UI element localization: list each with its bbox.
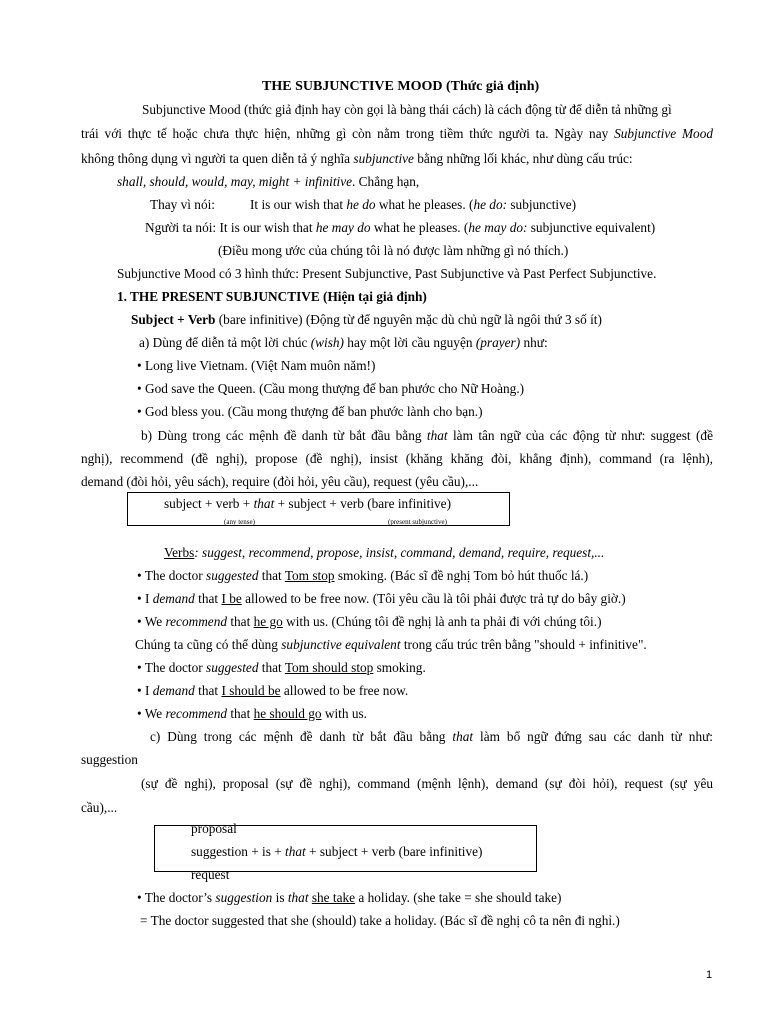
point-a: a) Dùng để diễn tả một lời chúc (wish) hay một lời cầu nguyện (prayer) như: — [139, 335, 548, 350]
equivalent-line: Chúng ta cũng có thể dùng subjunctive equivalent trong cấu trúc trên bằng "should + infinitive". — [135, 637, 647, 652]
point-c-line-2: suggestion — [81, 752, 138, 767]
example-translation: (Điều mong ước của chúng tôi là nó được làm những gì nó thích.) — [218, 243, 569, 258]
formula-noun-proposal: proposal — [191, 821, 237, 836]
point-c-line-1: c) Dùng trong các mệnh đề danh từ bắt đầu bằng that làm bổ ngữ đứng sau các danh từ như: — [150, 729, 713, 744]
list-item: • We recommend that he go with us. (Chúng tôi đề nghị là anh ta phải đi với chúng tôi.) — [137, 614, 602, 629]
page-number: 1 — [706, 969, 713, 981]
list-item: • I demand that I should be allowed to be free now. — [137, 683, 409, 698]
point-b-line-1: b) Dùng trong các mệnh đề danh từ bắt đầu bằng that làm tân ngữ của các động từ như: suggest (đề — [141, 428, 713, 443]
list-item: • The doctor suggested that Tom stop smoking. (Bác sĩ đề nghị Tom bỏ hút thuốc lá.) — [137, 568, 589, 583]
example-instead-label: Thay vì nói: — [150, 197, 215, 212]
formula-box-text: subject + verb + that + subject + verb (bare infinitive) — [164, 496, 451, 511]
point-b-line-3: demand (đòi hỏi, yêu sách), require (đòi hỏi, yêu cầu), request (yêu cầu),... — [81, 474, 479, 489]
formula-noun-request: request — [191, 867, 230, 882]
list-item: • God bless you. (Cầu mong thượng đế ban phước lành cho bạn.) — [137, 404, 483, 419]
section-heading: 1. THE PRESENT SUBJUNCTIVE (Hiện tại giả định) — [117, 289, 427, 304]
example-instead-text: It is our wish that he do what he pleases. (he do: subjunctive) — [250, 197, 577, 212]
intro-line-4: shall, should, would, may, might + infinitive. Chẳng hạn, — [117, 174, 420, 189]
list-item: • Long live Vietnam. (Việt Nam muôn năm!) — [137, 358, 376, 373]
intro-line-1: Subjunctive Mood (thức giả định hay còn gọi là bàng thái cách) là cách động từ để diễn tả những gì — [142, 102, 672, 117]
equivalent-sentence: = The doctor suggested that she (should) take a holiday. (Bác sĩ đề nghị cô ta nên đi nghỉ.) — [140, 913, 620, 928]
intro-line-3: không thông dụng vì người ta quen diễn tả ý nghĩa subjunctive bằng những lối khác, như dùng cấu trúc: — [81, 151, 633, 166]
list-item: • God save the Queen. (Cầu mong thượng đế ban phước cho Nữ Hoàng.) — [137, 381, 525, 396]
point-c-line-4: cầu),... — [81, 800, 118, 815]
list-item: • We recommend that he should go with us. — [137, 706, 367, 721]
list-item: • The doctor’s suggestion is that she take a holiday. (she take = she should take) — [137, 890, 562, 905]
formula-note-present-subjunctive: (present subjunctive) — [388, 518, 447, 526]
verbs-line: Verbs: suggest, recommend, propose, insist, command, demand, require, request,... — [164, 545, 605, 560]
formula-box-nouns-text: suggestion + is + that + subject + verb (bare infinitive) — [191, 844, 483, 859]
list-item: • The doctor suggested that Tom should stop smoking. — [137, 660, 426, 675]
list-item: • I demand that I be allowed to be free now. (Tôi yêu cầu là tôi phải được trả tự do bây giờ.) — [137, 591, 626, 606]
point-b-line-2: nghị), recommend (đề nghị), propose (đề nghị), insist (khăng khăng đòi, khẳng định), command (ra lệnh), — [81, 451, 713, 466]
intro-line-2: trái với thực tế hoặc chưa thực hiện, những gì còn nằm trong tiềm thức người ta. Ngày nay Subjunctive Mood — [81, 126, 713, 141]
formula-note-any-tense: (any tense) — [224, 518, 255, 526]
page-title: THE SUBJUNCTIVE MOOD (Thức giả định) — [262, 79, 540, 94]
example-people-say: Người ta nói: It is our wish that he may do what he pleases. (he may do: subjunctive equivalent) — [145, 220, 656, 235]
point-c-line-3: (sự đề nghị), proposal (sự đề nghị), command (mệnh lệnh), demand (sự đòi hỏi), request (sự yêu — [141, 776, 713, 791]
forms-line: Subjunctive Mood có 3 hình thức: Present Subjunctive, Past Subjunctive và Past Perfect Subjunctive. — [117, 266, 657, 281]
formula-line: Subject + Verb (bare infinitive) (Động từ để nguyên mặc dù chủ ngữ là ngôi thứ 3 số ít) — [131, 312, 602, 327]
